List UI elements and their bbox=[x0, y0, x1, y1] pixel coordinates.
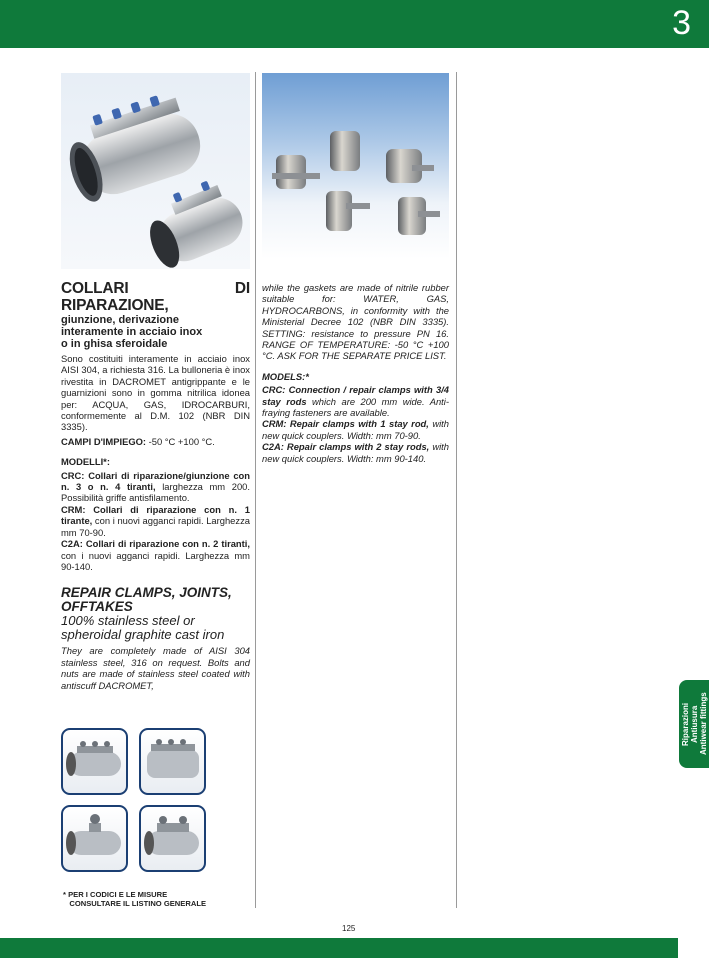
model-crc: CRC: Collari di riparazione/giunzione con n. 3 o n. 4 tiranti, larghezza mm 200. Possibilità griffe antisfilamento. bbox=[61, 469, 250, 504]
model-crc: CRC: Connection / repair clamps with 3/4 stay rods which are 200 mm wide. Anti-fraying fasteners are available. bbox=[262, 384, 449, 419]
header-bar bbox=[0, 0, 709, 48]
italian-description bbox=[61, 280, 250, 691]
english-body-text: They are completely made of AISI 304 stainless steel, 316 on request. Bolts and nuts are made of stainless steel coated with antiscuff DACROMET, bbox=[61, 645, 250, 691]
footer-bar bbox=[0, 938, 678, 958]
column-divider bbox=[456, 72, 457, 908]
models-heading: MODELLI*: bbox=[61, 456, 110, 468]
product-photo-large-clamps bbox=[61, 73, 250, 269]
page-number: 125 bbox=[342, 924, 356, 933]
clamp-thumbnail-crc bbox=[61, 728, 128, 795]
section-side-tab[interactable] bbox=[679, 680, 709, 768]
model-c2a: C2A: Collari di riparazione con n. 2 tiranti, con i nuovi agganci rapidi. Larghezza mm 90-140. bbox=[61, 538, 250, 572]
english-description bbox=[262, 282, 449, 464]
model-crm: CRM: Repair clamps with 1 stay rod, with new quick couplers. Width: mm 70-90. bbox=[262, 418, 449, 441]
clamp-thumbnail-c2a bbox=[139, 805, 206, 872]
model-c2a: C2A: Repair clamps with 2 stay rods, with new quick couplers. Width: mm 90-140. bbox=[262, 441, 449, 464]
clamp-thumbnail-crm bbox=[61, 805, 128, 872]
application-range: CAMPI D'IMPIEGO: -50 °C +100 °C. bbox=[61, 435, 215, 447]
page-title: COLLARI DI RIPARAZIONE, bbox=[61, 280, 250, 314]
clamp-thumbnail-crc-long bbox=[139, 728, 206, 795]
chapter-number: 3 bbox=[672, 4, 691, 42]
column-divider bbox=[255, 72, 256, 908]
footnote: * PER I CODICI E LE MISURE CONSULTARE IL LISTINO GENERALE bbox=[63, 890, 207, 908]
side-tab-label: Riparazioni Antiusura Antiwear fittings bbox=[681, 692, 708, 756]
body-text-continued: while the gaskets are made of nitrile rubber suitable for: WATER, GAS, HYDROCARBONS, in conformity with the Ministerial Decree 102 (NBR DIN 3335). SETTING: resistance to pressure PN 16. RANGE OF TEMPERATURE: -50 °C +100 °C. ASK FOR THE SEPARATE PRICE LIST. bbox=[262, 282, 449, 362]
english-title: REPAIR CLAMPS, JOINTS, OFFTAKES bbox=[61, 585, 232, 615]
model-crm: CRM: Collari di riparazione con n. 1 tirante, con i nuovi agganci rapidi. Larghezza mm 70-90. bbox=[61, 503, 250, 538]
subtitle: giunzione, derivazione interamente in acciaio inox o in ghisa sferoidale bbox=[61, 314, 203, 350]
english-subtitle: 100% stainless steel or spheroidal graphite cast iron bbox=[61, 613, 225, 643]
product-photo-small-clamps bbox=[262, 73, 449, 259]
models-heading: MODELS:* bbox=[262, 370, 309, 382]
body-text: Sono costituiti interamente in acciaio inox AISI 304, a richiesta 316. La bulloneria è inox rivestita in DACROMET antigrippante e le guarnizioni sono in gomma nitrilica idonea per: ACQUA, GAS, IDROCARBURI, conformemente al D.M. 102 (NBR DIN 3335). bbox=[61, 353, 250, 433]
